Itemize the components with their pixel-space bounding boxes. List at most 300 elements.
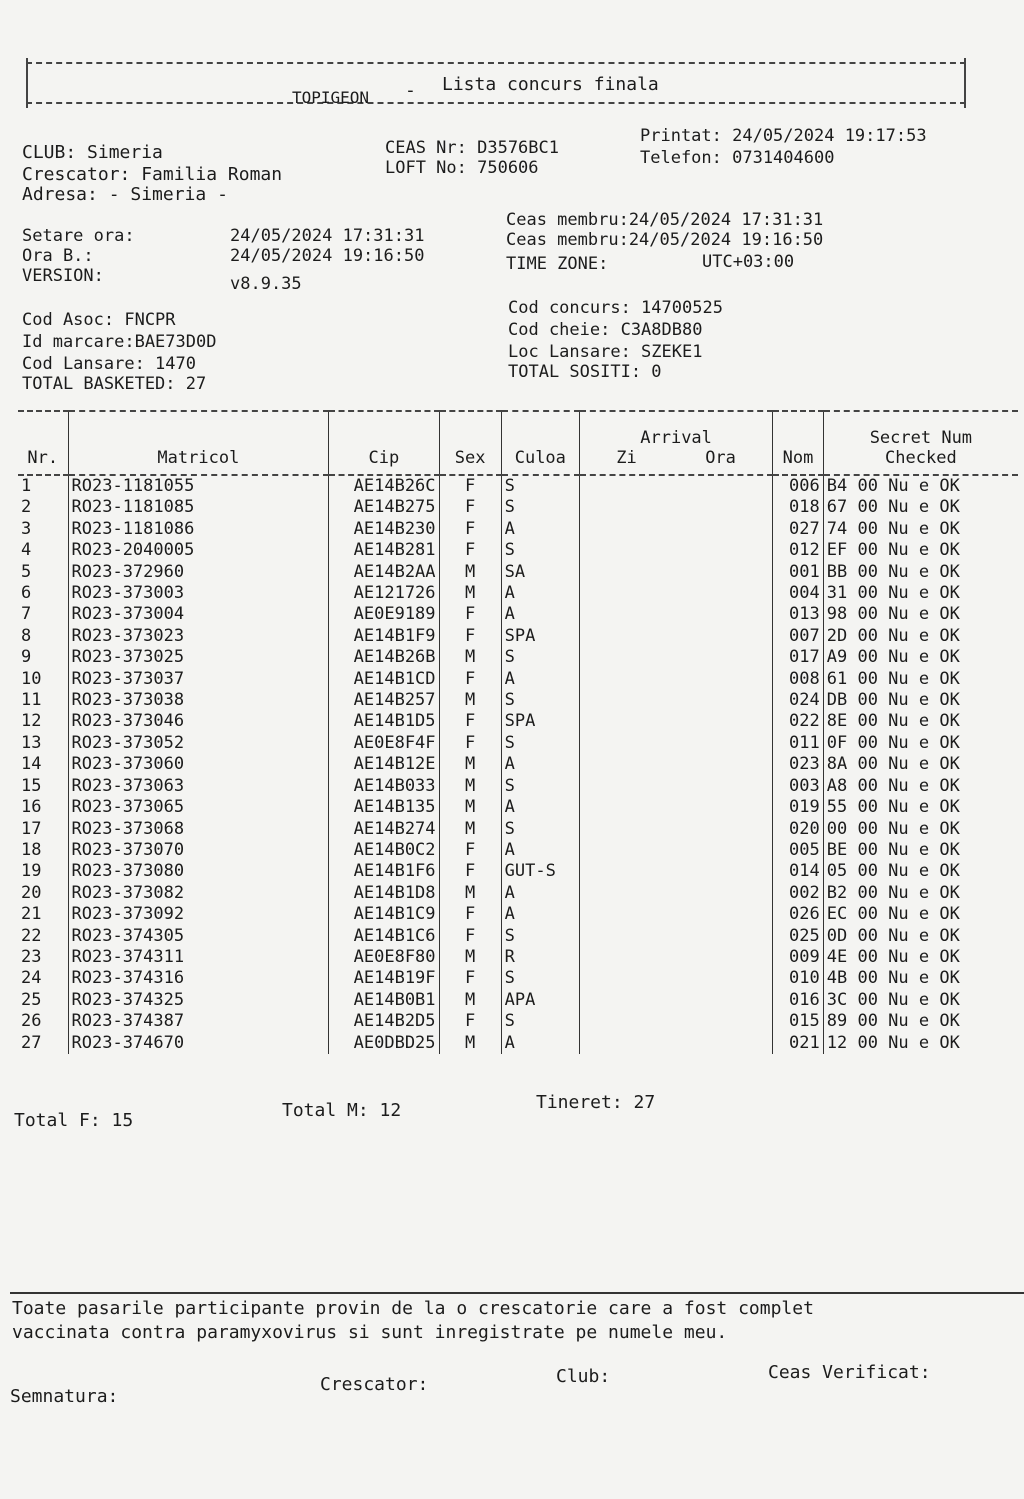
cell-nom: 023 [773, 754, 824, 775]
cell-culoa: S [501, 1011, 579, 1032]
cell-sex: F [439, 604, 501, 625]
id-marcare: Id marcare:BAE73D0D [22, 332, 217, 352]
table-row [18, 861, 1018, 882]
semnatura-label: Semnatura: [10, 1386, 119, 1407]
cell-cip: AE14B2AA [329, 562, 439, 583]
cell-secret: 55 00 Nu e OK [823, 797, 1018, 818]
arrival-label: Arrival [640, 428, 712, 448]
cell-culoa: R [501, 947, 579, 968]
cell-cip: AE14B1C9 [329, 904, 439, 925]
cell-sex: F [439, 733, 501, 754]
table-row [18, 797, 1018, 818]
cell-culoa: S [501, 540, 579, 561]
col-matricol: Matricol [68, 411, 329, 475]
cell-arrival [579, 947, 772, 968]
cell-arrival [579, 883, 772, 904]
cell-nr: 16 [21, 797, 42, 818]
cell-nr: 25 [21, 989, 42, 1010]
ceas-nr: CEAS Nr: D3576BC1 [385, 138, 559, 158]
cell-nom: 018 [773, 497, 824, 518]
cell-matricol: RO23-374387 [68, 1011, 329, 1032]
ceas-membru-1: Ceas membru:24/05/2024 17:31:31 [506, 210, 824, 230]
cell-sex: F [439, 926, 501, 947]
version-label: VERSION: [22, 266, 104, 286]
cell-culoa: A [501, 669, 579, 690]
banner-bottom-border [26, 102, 966, 104]
table-row [18, 968, 1018, 989]
cell-sex: M [439, 583, 501, 604]
cell-matricol: RO23-373068 [68, 819, 329, 840]
table-row [18, 904, 1018, 925]
cell-nom: 009 [773, 947, 824, 968]
cell-sex: M [439, 883, 501, 904]
cell-matricol: RO23-373003 [68, 583, 329, 604]
club-label: Club: [556, 1366, 611, 1387]
cell-arrival [579, 776, 772, 797]
document-title: Lista concurs finala [442, 74, 659, 95]
cell-culoa: GUT-S [501, 861, 579, 882]
cell-nom: 021 [773, 1033, 824, 1054]
total-sositi: TOTAL SOSITI: 0 [508, 362, 662, 382]
col-culoa: Culoa [501, 411, 579, 475]
table-row [18, 626, 1018, 647]
adresa-line: Adresa: - Simeria - [22, 184, 228, 205]
cell-sex: F [439, 519, 501, 540]
cell-cip: AE14B230 [329, 519, 439, 540]
cell-sex: F [439, 968, 501, 989]
cell-cip: AE14B1F9 [329, 626, 439, 647]
club-line: CLUB: Simeria [22, 142, 163, 163]
cell-matricol: RO23-374670 [68, 1033, 329, 1054]
banner-top-border [26, 62, 966, 64]
cell-arrival [579, 819, 772, 840]
cell-secret: 74 00 Nu e OK [823, 519, 1018, 540]
cell-sex: F [439, 904, 501, 925]
cell-nom: 014 [773, 861, 824, 882]
cell-matricol: RO23-373004 [68, 604, 329, 625]
cell-nr: 12 [21, 711, 42, 732]
title-separator: - [405, 80, 416, 101]
cod-concurs: Cod concurs: 14700525 [508, 298, 723, 318]
cell-secret: 2D 00 Nu e OK [823, 626, 1018, 647]
col-sex: Sex [439, 411, 501, 475]
cell-matricol: RO23-2040005 [68, 540, 329, 561]
statement-line-2: vaccinata contra paramyxovirus si sunt inregistrate pe numele meu. [12, 1322, 728, 1343]
cell-secret: 4E 00 Nu e OK [823, 947, 1018, 968]
cell-culoa: SPA [501, 626, 579, 647]
cell-nom: 005 [773, 840, 824, 861]
table-row [18, 604, 1018, 625]
table-row [18, 754, 1018, 775]
table-row [18, 1033, 1018, 1054]
table-row [18, 647, 1018, 668]
cell-sex: F [439, 669, 501, 690]
cell-secret: DB 00 Nu e OK [823, 690, 1018, 711]
cell-nom: 003 [773, 776, 824, 797]
checked-label: Checked [885, 448, 957, 468]
loft-no: LOFT No: 750606 [385, 158, 539, 178]
cell-nr: 3 [21, 518, 32, 539]
version-value: v8.9.35 [230, 274, 302, 294]
cell-matricol: RO23-373065 [68, 797, 329, 818]
cell-cip: AE14B281 [329, 540, 439, 561]
table-row [18, 540, 1018, 561]
cell-cip: AE14B1C6 [329, 926, 439, 947]
cell-nr: 2 [21, 497, 32, 518]
arrival-ora: Ora [705, 448, 736, 468]
cell-cip: AE14B1F6 [329, 861, 439, 882]
cell-sex: M [439, 647, 501, 668]
cell-sex: M [439, 797, 501, 818]
cell-arrival [579, 904, 772, 925]
cell-nom: 016 [773, 990, 824, 1011]
cell-sex: F [439, 711, 501, 732]
cell-culoa: A [501, 754, 579, 775]
cell-secret: A8 00 Nu e OK [823, 776, 1018, 797]
cell-nom: 024 [773, 690, 824, 711]
cell-nom: 010 [773, 968, 824, 989]
cell-culoa: A [501, 904, 579, 925]
cell-matricol: RO23-373063 [68, 776, 329, 797]
cell-culoa: S [501, 926, 579, 947]
cell-nr: 17 [21, 818, 42, 839]
cell-cip: AE14B26B [329, 647, 439, 668]
cell-secret: BE 00 Nu e OK [823, 840, 1018, 861]
cell-culoa: S [501, 647, 579, 668]
cell-matricol: RO23-373038 [68, 690, 329, 711]
cell-culoa: A [501, 583, 579, 604]
setare-value: 24/05/2024 17:31:31 [230, 226, 425, 246]
cell-secret: 61 00 Nu e OK [823, 669, 1018, 690]
cell-cip: AE0E8F80 [329, 947, 439, 968]
printat: Printat: 24/05/2024 19:17:53 [640, 126, 927, 146]
cell-cip: AE14B274 [329, 819, 439, 840]
table-row [18, 519, 1018, 540]
cell-arrival [579, 497, 772, 518]
table-row [18, 926, 1018, 947]
cell-matricol: RO23-374311 [68, 947, 329, 968]
crescator-line: Crescator: Familia Roman [22, 164, 283, 185]
cell-cip: AE14B1CD [329, 669, 439, 690]
cod-cheie: Cod cheie: C3A8DB80 [508, 320, 703, 340]
cell-matricol: RO23-373025 [68, 647, 329, 668]
telefon: Telefon: 0731404600 [640, 148, 835, 168]
cell-cip: AE14B033 [329, 776, 439, 797]
cell-arrival [579, 647, 772, 668]
cell-matricol: RO23-373080 [68, 861, 329, 882]
cell-nr: 13 [21, 732, 42, 753]
cell-arrival [579, 754, 772, 775]
cell-nr: 9 [21, 647, 32, 668]
table-row [18, 840, 1018, 861]
cell-secret: 98 00 Nu e OK [823, 604, 1018, 625]
cell-secret: EF 00 Nu e OK [823, 540, 1018, 561]
cell-culoa: A [501, 604, 579, 625]
crescator-label: Crescator: [320, 1374, 429, 1395]
cell-arrival [579, 861, 772, 882]
cell-nr: 10 [21, 668, 42, 689]
total-basketed: TOTAL BASKETED: 27 [22, 374, 207, 394]
cell-sex: F [439, 540, 501, 561]
cell-sex: M [439, 562, 501, 583]
table-row [18, 562, 1018, 583]
cod-asoc: Cod Asoc: FNCPR [22, 310, 176, 330]
cell-cip: AE14B135 [329, 797, 439, 818]
table-row [18, 819, 1018, 840]
results-table [18, 410, 1018, 1054]
cell-secret: 89 00 Nu e OK [823, 1011, 1018, 1032]
cell-cip: AE0DBD25 [329, 1033, 439, 1054]
cell-sex: M [439, 990, 501, 1011]
cell-culoa: S [501, 475, 579, 497]
cell-culoa: A [501, 797, 579, 818]
cell-secret: 05 00 Nu e OK [823, 861, 1018, 882]
cell-nom: 006 [773, 475, 824, 497]
cell-matricol: RO23-373046 [68, 711, 329, 732]
cell-nom: 017 [773, 647, 824, 668]
cell-nr: 19 [21, 861, 42, 882]
cell-arrival [579, 1033, 772, 1054]
cell-nr: 21 [21, 904, 42, 925]
cell-nom: 020 [773, 819, 824, 840]
cell-arrival [579, 690, 772, 711]
ora-b-value: 24/05/2024 19:16:50 [230, 246, 425, 266]
cell-culoa: S [501, 690, 579, 711]
total-m: Total M: 12 [282, 1100, 402, 1121]
cell-nom: 004 [773, 583, 824, 604]
cell-nom: 001 [773, 562, 824, 583]
col-cip: Cip [329, 411, 439, 475]
cell-culoa: S [501, 497, 579, 518]
cell-nr: 18 [21, 839, 42, 860]
cell-matricol: RO23-374325 [68, 990, 329, 1011]
col-nom: Nom [773, 411, 824, 475]
cell-secret: 00 00 Nu e OK [823, 819, 1018, 840]
cell-nr: 27 [21, 1032, 42, 1053]
cell-arrival [579, 1011, 772, 1032]
cell-matricol: RO23-373092 [68, 904, 329, 925]
cell-arrival [579, 583, 772, 604]
cell-secret: EC 00 Nu e OK [823, 904, 1018, 925]
cell-nom: 015 [773, 1011, 824, 1032]
cell-matricol: RO23-1181086 [68, 519, 329, 540]
cell-matricol: RO23-373070 [68, 840, 329, 861]
cell-secret: 0D 00 Nu e OK [823, 926, 1018, 947]
table-row [18, 776, 1018, 797]
cell-cip: AE14B12E [329, 754, 439, 775]
cell-sex: M [439, 776, 501, 797]
cell-nr: 14 [21, 754, 42, 775]
cell-sex: F [439, 840, 501, 861]
table-row [18, 690, 1018, 711]
table-row [18, 947, 1018, 968]
cell-arrival [579, 797, 772, 818]
col-arrival [579, 411, 772, 475]
table-row [18, 990, 1018, 1011]
cell-secret: 67 00 Nu e OK [823, 497, 1018, 518]
cell-nom: 008 [773, 669, 824, 690]
cell-arrival [579, 540, 772, 561]
cell-nr: 15 [21, 775, 42, 796]
time-zone-label: TIME ZONE: [506, 254, 609, 274]
cell-secret: 4B 00 Nu e OK [823, 968, 1018, 989]
brand-name: TOPIGEON [292, 88, 370, 107]
secret-num-label: Secret Num [869, 428, 973, 448]
table-row [18, 583, 1018, 604]
cell-secret: B4 00 Nu e OK [823, 475, 1018, 497]
col-secret [823, 411, 1018, 475]
cell-matricol: RO23-374305 [68, 926, 329, 947]
cell-sex: F [439, 497, 501, 518]
cell-arrival [579, 475, 772, 497]
table-row [18, 1011, 1018, 1032]
cell-arrival [579, 519, 772, 540]
banner-left-border [26, 58, 28, 108]
cell-nr: 8 [21, 625, 32, 646]
cell-arrival [579, 990, 772, 1011]
cell-nom: 025 [773, 926, 824, 947]
cell-nom: 027 [773, 519, 824, 540]
cell-nr: 7 [21, 604, 32, 625]
cell-culoa: S [501, 819, 579, 840]
banner-right-border [964, 58, 966, 108]
cell-arrival [579, 626, 772, 647]
cell-culoa: A [501, 1033, 579, 1054]
cell-nom: 011 [773, 733, 824, 754]
cell-matricol: RO23-373023 [68, 626, 329, 647]
cell-arrival [579, 840, 772, 861]
cell-sex: M [439, 947, 501, 968]
cell-culoa: S [501, 733, 579, 754]
cod-lansare: Cod Lansare: 1470 [22, 354, 196, 374]
cell-cip: AE14B1D8 [329, 883, 439, 904]
cell-arrival [579, 733, 772, 754]
cell-nom: 013 [773, 604, 824, 625]
cell-cip: AE121726 [329, 583, 439, 604]
col-nr: Nr. [18, 411, 68, 475]
cell-sex: M [439, 754, 501, 775]
cell-secret: 0F 00 Nu e OK [823, 733, 1018, 754]
table-row [18, 883, 1018, 904]
cell-matricol: RO23-373052 [68, 733, 329, 754]
arrival-zi: Zi [616, 448, 637, 468]
table-row [18, 733, 1018, 754]
ora-b-label: Ora B.: [22, 246, 94, 266]
cell-sex: M [439, 690, 501, 711]
cell-culoa: A [501, 519, 579, 540]
cell-cip: AE14B26C [329, 475, 439, 497]
cell-culoa: SA [501, 562, 579, 583]
cell-matricol: RO23-373037 [68, 669, 329, 690]
cell-cip: AE14B0C2 [329, 840, 439, 861]
cell-culoa: S [501, 776, 579, 797]
time-zone-value: UTC+03:00 [702, 252, 795, 272]
cell-nr: 11 [21, 690, 42, 711]
cell-arrival [579, 604, 772, 625]
cell-nr: 26 [21, 1011, 42, 1032]
cell-nr: 4 [21, 540, 32, 561]
cell-nr: 6 [21, 583, 32, 604]
loc-lansare: Loc Lansare: SZEKE1 [508, 342, 703, 362]
cell-nom: 026 [773, 904, 824, 925]
table-row [18, 669, 1018, 690]
cell-matricol: RO23-372960 [68, 562, 329, 583]
cell-cip: AE0E8F4F [329, 733, 439, 754]
cell-arrival [579, 562, 772, 583]
cell-secret: 8E 00 Nu e OK [823, 711, 1018, 732]
cell-matricol: RO23-374316 [68, 968, 329, 989]
table-body [18, 475, 1018, 1054]
cell-cip: AE14B2D5 [329, 1011, 439, 1032]
cell-culoa: S [501, 968, 579, 989]
cell-sex: F [439, 861, 501, 882]
cell-nom: 019 [773, 797, 824, 818]
cell-sex: F [439, 475, 501, 497]
cell-nom: 007 [773, 626, 824, 647]
cell-secret: 31 00 Nu e OK [823, 583, 1018, 604]
table-row [18, 475, 1018, 497]
cell-arrival [579, 711, 772, 732]
cell-culoa: APA [501, 990, 579, 1011]
cell-nom: 002 [773, 883, 824, 904]
cell-sex: F [439, 626, 501, 647]
cell-cip: AE14B257 [329, 690, 439, 711]
cell-culoa: A [501, 840, 579, 861]
cell-secret: 3C 00 Nu e OK [823, 990, 1018, 1011]
cell-matricol: RO23-373082 [68, 883, 329, 904]
cell-secret: A9 00 Nu e OK [823, 647, 1018, 668]
cell-cip: AE14B275 [329, 497, 439, 518]
table-header-row [18, 411, 1018, 475]
ceas-verificat-label: Ceas Verificat: [768, 1362, 931, 1383]
cell-nr: 22 [21, 925, 42, 946]
cell-arrival [579, 968, 772, 989]
cell-nr: 5 [21, 561, 32, 582]
cell-cip: AE14B19F [329, 968, 439, 989]
cell-culoa: SPA [501, 711, 579, 732]
total-f: Total F: 15 [14, 1110, 134, 1131]
ceas-membru-2: Ceas membru:24/05/2024 19:16:50 [506, 230, 824, 250]
cell-nr: 20 [21, 882, 42, 903]
cell-culoa: A [501, 883, 579, 904]
cell-nom: 022 [773, 711, 824, 732]
cell-sex: M [439, 1033, 501, 1054]
cell-nr: 24 [21, 968, 42, 989]
cell-secret: BB 00 Nu e OK [823, 562, 1018, 583]
footer-separator [10, 1292, 1024, 1294]
cell-arrival [579, 669, 772, 690]
cell-secret: 8A 00 Nu e OK [823, 754, 1018, 775]
cell-cip: AE0E9189 [329, 604, 439, 625]
cell-sex: M [439, 819, 501, 840]
cell-sex: F [439, 1011, 501, 1032]
cell-matricol: RO23-1181085 [68, 497, 329, 518]
table-row [18, 497, 1018, 518]
cell-secret: B2 00 Nu e OK [823, 883, 1018, 904]
cell-cip: AE14B1D5 [329, 711, 439, 732]
tineret: Tineret: 27 [536, 1092, 656, 1113]
table-row [18, 711, 1018, 732]
cell-nr: 23 [21, 946, 42, 967]
cell-secret: 12 00 Nu e OK [823, 1033, 1018, 1054]
cell-nom: 012 [773, 540, 824, 561]
cell-matricol: RO23-373060 [68, 754, 329, 775]
cell-arrival [579, 926, 772, 947]
statement-line-1: Toate pasarile participante provin de la o crescatorie care a fost complet [12, 1298, 814, 1319]
cell-matricol: RO23-1181055 [68, 475, 329, 497]
setare-label: Setare ora: [22, 226, 135, 246]
cell-nr: 1 [21, 476, 32, 496]
